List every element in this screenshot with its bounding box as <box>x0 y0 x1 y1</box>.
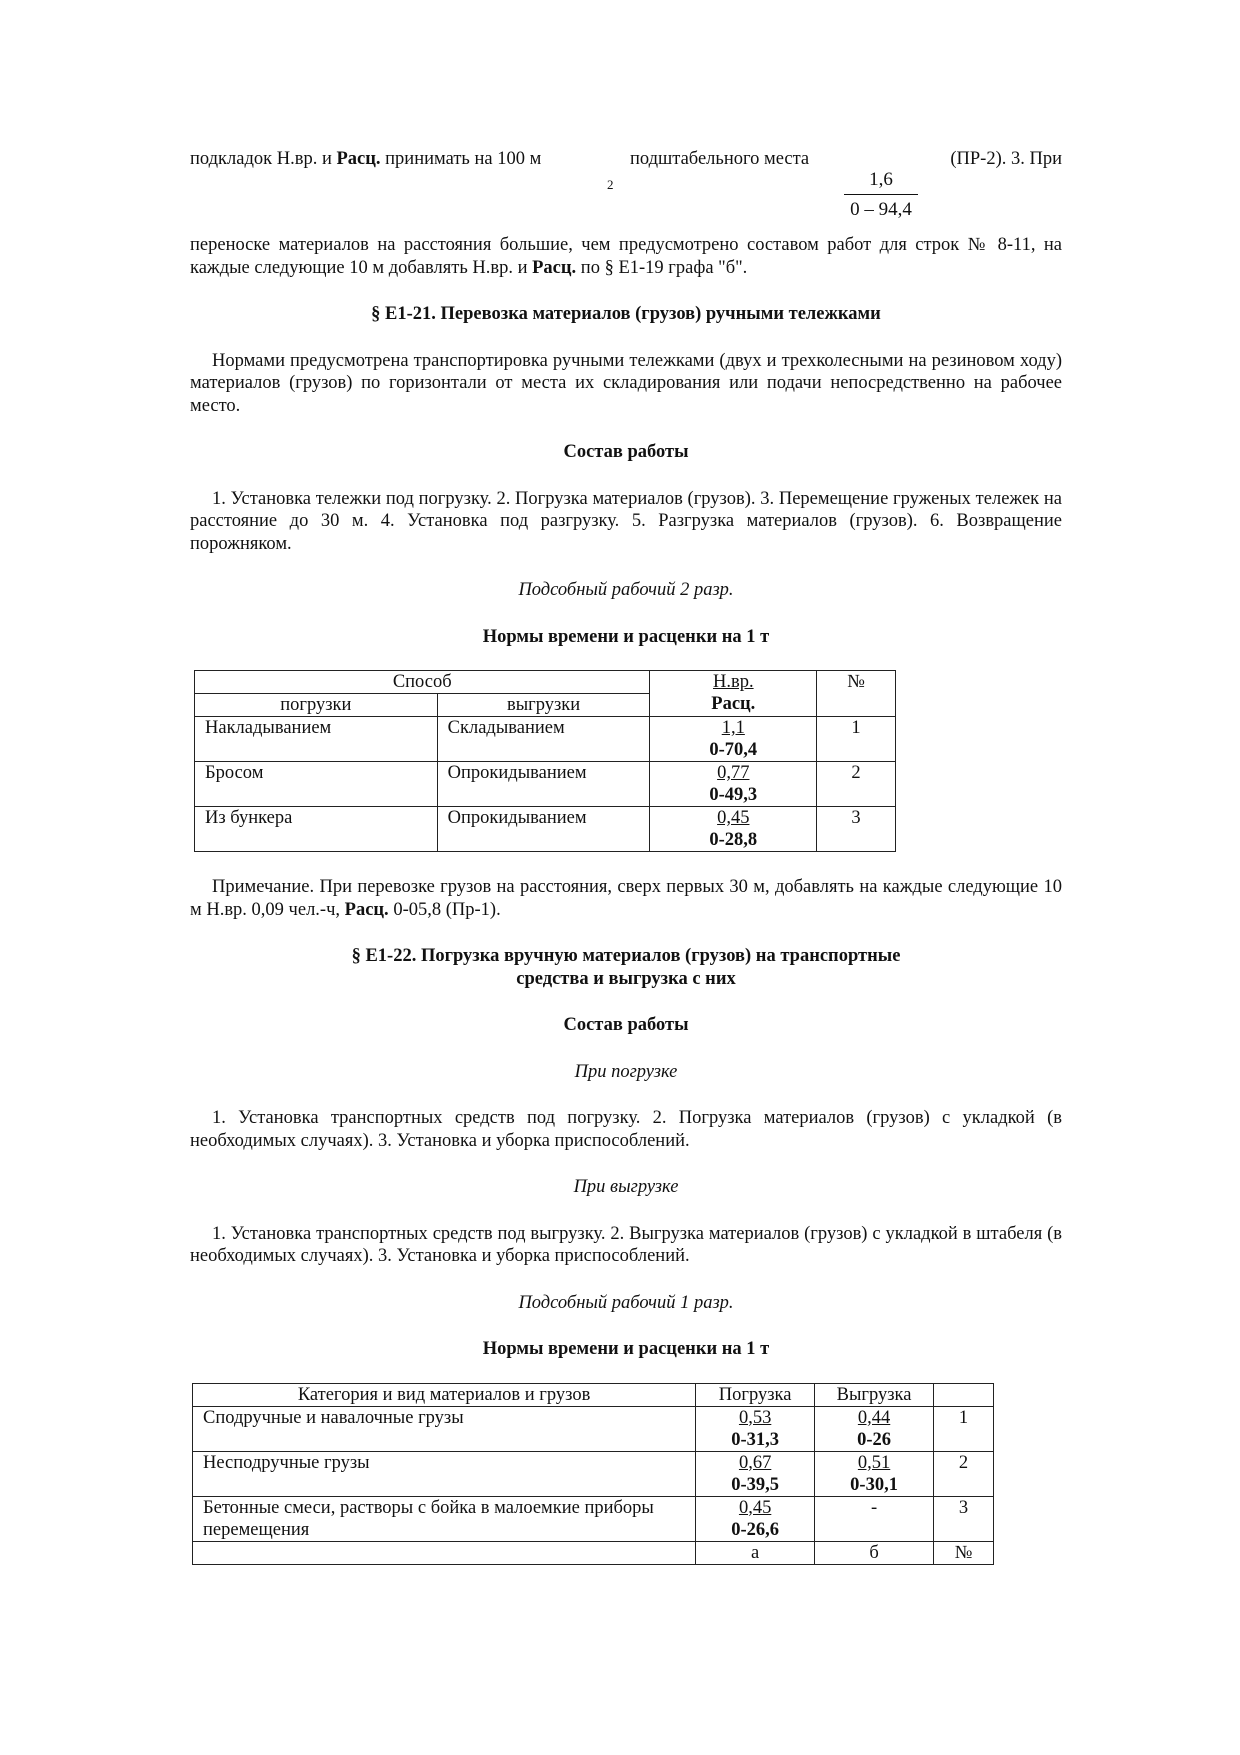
cell-number: 2 <box>934 1451 994 1496</box>
section-22-worker: Подсобный рабочий 1 разр. <box>518 1292 734 1313</box>
cell-unload: Опрокидыванием <box>437 807 650 852</box>
header-method: Способ <box>195 671 650 694</box>
section-21-work-text: 1. Установка тележки под погрузку. 2. Погрузка материалов (грузов). 3. Перемещение груженых тележек на расстояние до 30 м. 4. Установка под разгрузку. 5. Разгрузка материалов (грузов). 6. Возвращение порожняком. <box>190 488 1062 554</box>
header-loading: погрузки <box>195 694 438 717</box>
cell-number: 3 <box>934 1496 994 1541</box>
footer-empty <box>193 1541 696 1564</box>
table-footer-row <box>193 1541 994 1564</box>
cell-number: 2 <box>817 762 896 807</box>
cell-category: Несподручные грузы <box>193 1451 696 1496</box>
header-unloading: выгрузки <box>437 694 650 717</box>
section-21-work-heading: Состав работы <box>563 442 689 462</box>
table-row <box>193 1496 994 1541</box>
intro-text-end: (ПР-2). 3. При <box>950 149 1062 169</box>
cell-number: 1 <box>934 1406 994 1451</box>
section-22-unloading-heading: При выгрузке <box>573 1177 679 1197</box>
section-21-title: § Е1-21. Перевозка материалов (грузов) ручными тележками <box>371 304 881 324</box>
cell-nvr-rasc: 0,45 0-28,8 <box>650 807 817 852</box>
rate-fraction <box>844 168 918 222</box>
cell-unloading: 0,44 0-26 <box>815 1406 934 1451</box>
cell-number: 1 <box>817 717 896 762</box>
cell-loading: 0,45 0-26,6 <box>696 1496 815 1541</box>
intro-paragraph: переноске материалов на расстояния большие, чем предусмотрено составом работ для строк № 8-11, на каждые следующие 10 м добавлять Н.вр. и Расц. по § Е1-19 графа "б". <box>190 235 1062 278</box>
section-22-loading-text: 1. Установка транспортных средств под погрузку. 2. Погрузка материалов (грузов) с укладкой (в необходимых случаях). 3. Установка и уборка приспособлений. <box>190 1108 1062 1151</box>
section-22-norms-table <box>192 1383 994 1565</box>
intro-text-start: подкладок Н.вр. и Расц. принимать на 100 м <box>190 149 542 169</box>
superscript-2: 2 <box>607 177 614 192</box>
cell-unload: Складыванием <box>437 717 650 762</box>
table-row <box>193 1451 994 1496</box>
cell-nvr-rasc: 1,1 0-70,4 <box>650 717 817 762</box>
cell-nvr-rasc: 0,77 0-49,3 <box>650 762 817 807</box>
header-loading: Погрузка <box>696 1383 815 1406</box>
cell-unload: Опрокидыванием <box>437 762 650 807</box>
table-header-row <box>195 671 896 694</box>
table-row <box>195 807 896 852</box>
fraction-numerator: 1,6 <box>844 168 918 195</box>
cell-unloading: - <box>815 1496 934 1541</box>
header-nvr-rasc: Н.вр. Расц. <box>650 671 817 717</box>
cell-load: Из бункера <box>195 807 438 852</box>
document-page <box>190 148 1062 1565</box>
fraction-denominator: 0 – 94,4 <box>850 199 912 220</box>
cell-category: Сподручные и навалочные грузы <box>193 1406 696 1451</box>
section-21-norms-heading: Нормы времени и расценки на 1 т <box>482 626 770 647</box>
cell-number: 3 <box>817 807 896 852</box>
header-category: Категория и вид материалов и грузов <box>193 1383 696 1406</box>
cell-loading: 0,53 0-31,3 <box>696 1406 815 1451</box>
section-22-unloading-text: 1. Установка транспортных средств под выгрузку. 2. Выгрузка материалов (грузов) с укладкой в штабеля (в необходимых случаях). 3. Установка и уборка приспособлений. <box>190 1223 1062 1266</box>
footer-number: № <box>934 1541 994 1564</box>
cell-load: Накладыванием <box>195 717 438 762</box>
intro-line <box>190 148 1062 234</box>
header-unloading: Выгрузка <box>815 1383 934 1406</box>
section-21-note: Примечание. При перевозке грузов на расстояния, сверх первых 30 м, добавлять на каждые следующие 10 м Н.вр. 0,09 чел.-ч, Расц. 0-05,8 (Пр-1). <box>190 877 1062 920</box>
section-22-loading-heading: При погрузке <box>574 1061 678 1082</box>
cell-loading: 0,67 0-39,5 <box>696 1451 815 1496</box>
section-22-work-heading: Состав работы <box>563 1015 689 1035</box>
footer-col-a: а <box>696 1541 815 1564</box>
header-number: № <box>817 671 896 717</box>
cell-load: Бросом <box>195 762 438 807</box>
footer-col-b: б <box>815 1541 934 1564</box>
table-header-row <box>193 1383 994 1406</box>
cell-category: Бетонные смеси, растворы с бойка в малоемкие приборы перемещения <box>193 1496 696 1541</box>
intro-text-middle: подштабельного места <box>630 149 810 169</box>
section-21-norms-table <box>194 670 896 852</box>
header-empty <box>934 1383 994 1406</box>
table-row <box>195 762 896 807</box>
section-22-norms-heading: Нормы времени и расценки на 1 т <box>482 1339 770 1359</box>
table-row <box>195 717 896 762</box>
section-21-worker: Подсобный рабочий 2 разр. <box>518 580 734 600</box>
table-row <box>193 1406 994 1451</box>
section-22-title: § Е1-22. Погрузка вручную материалов (грузов) на транспортные средства и выгрузка с них <box>351 946 901 989</box>
section-21-description: Нормами предусмотрена транспортировка ручными тележками (двух и трехколесными на резиновом ходу) материалов (грузов) по горизонтали от места их складирования или подачи непосредственно на рабочее место. <box>190 350 1062 416</box>
cell-unloading: 0,51 0-30,1 <box>815 1451 934 1496</box>
